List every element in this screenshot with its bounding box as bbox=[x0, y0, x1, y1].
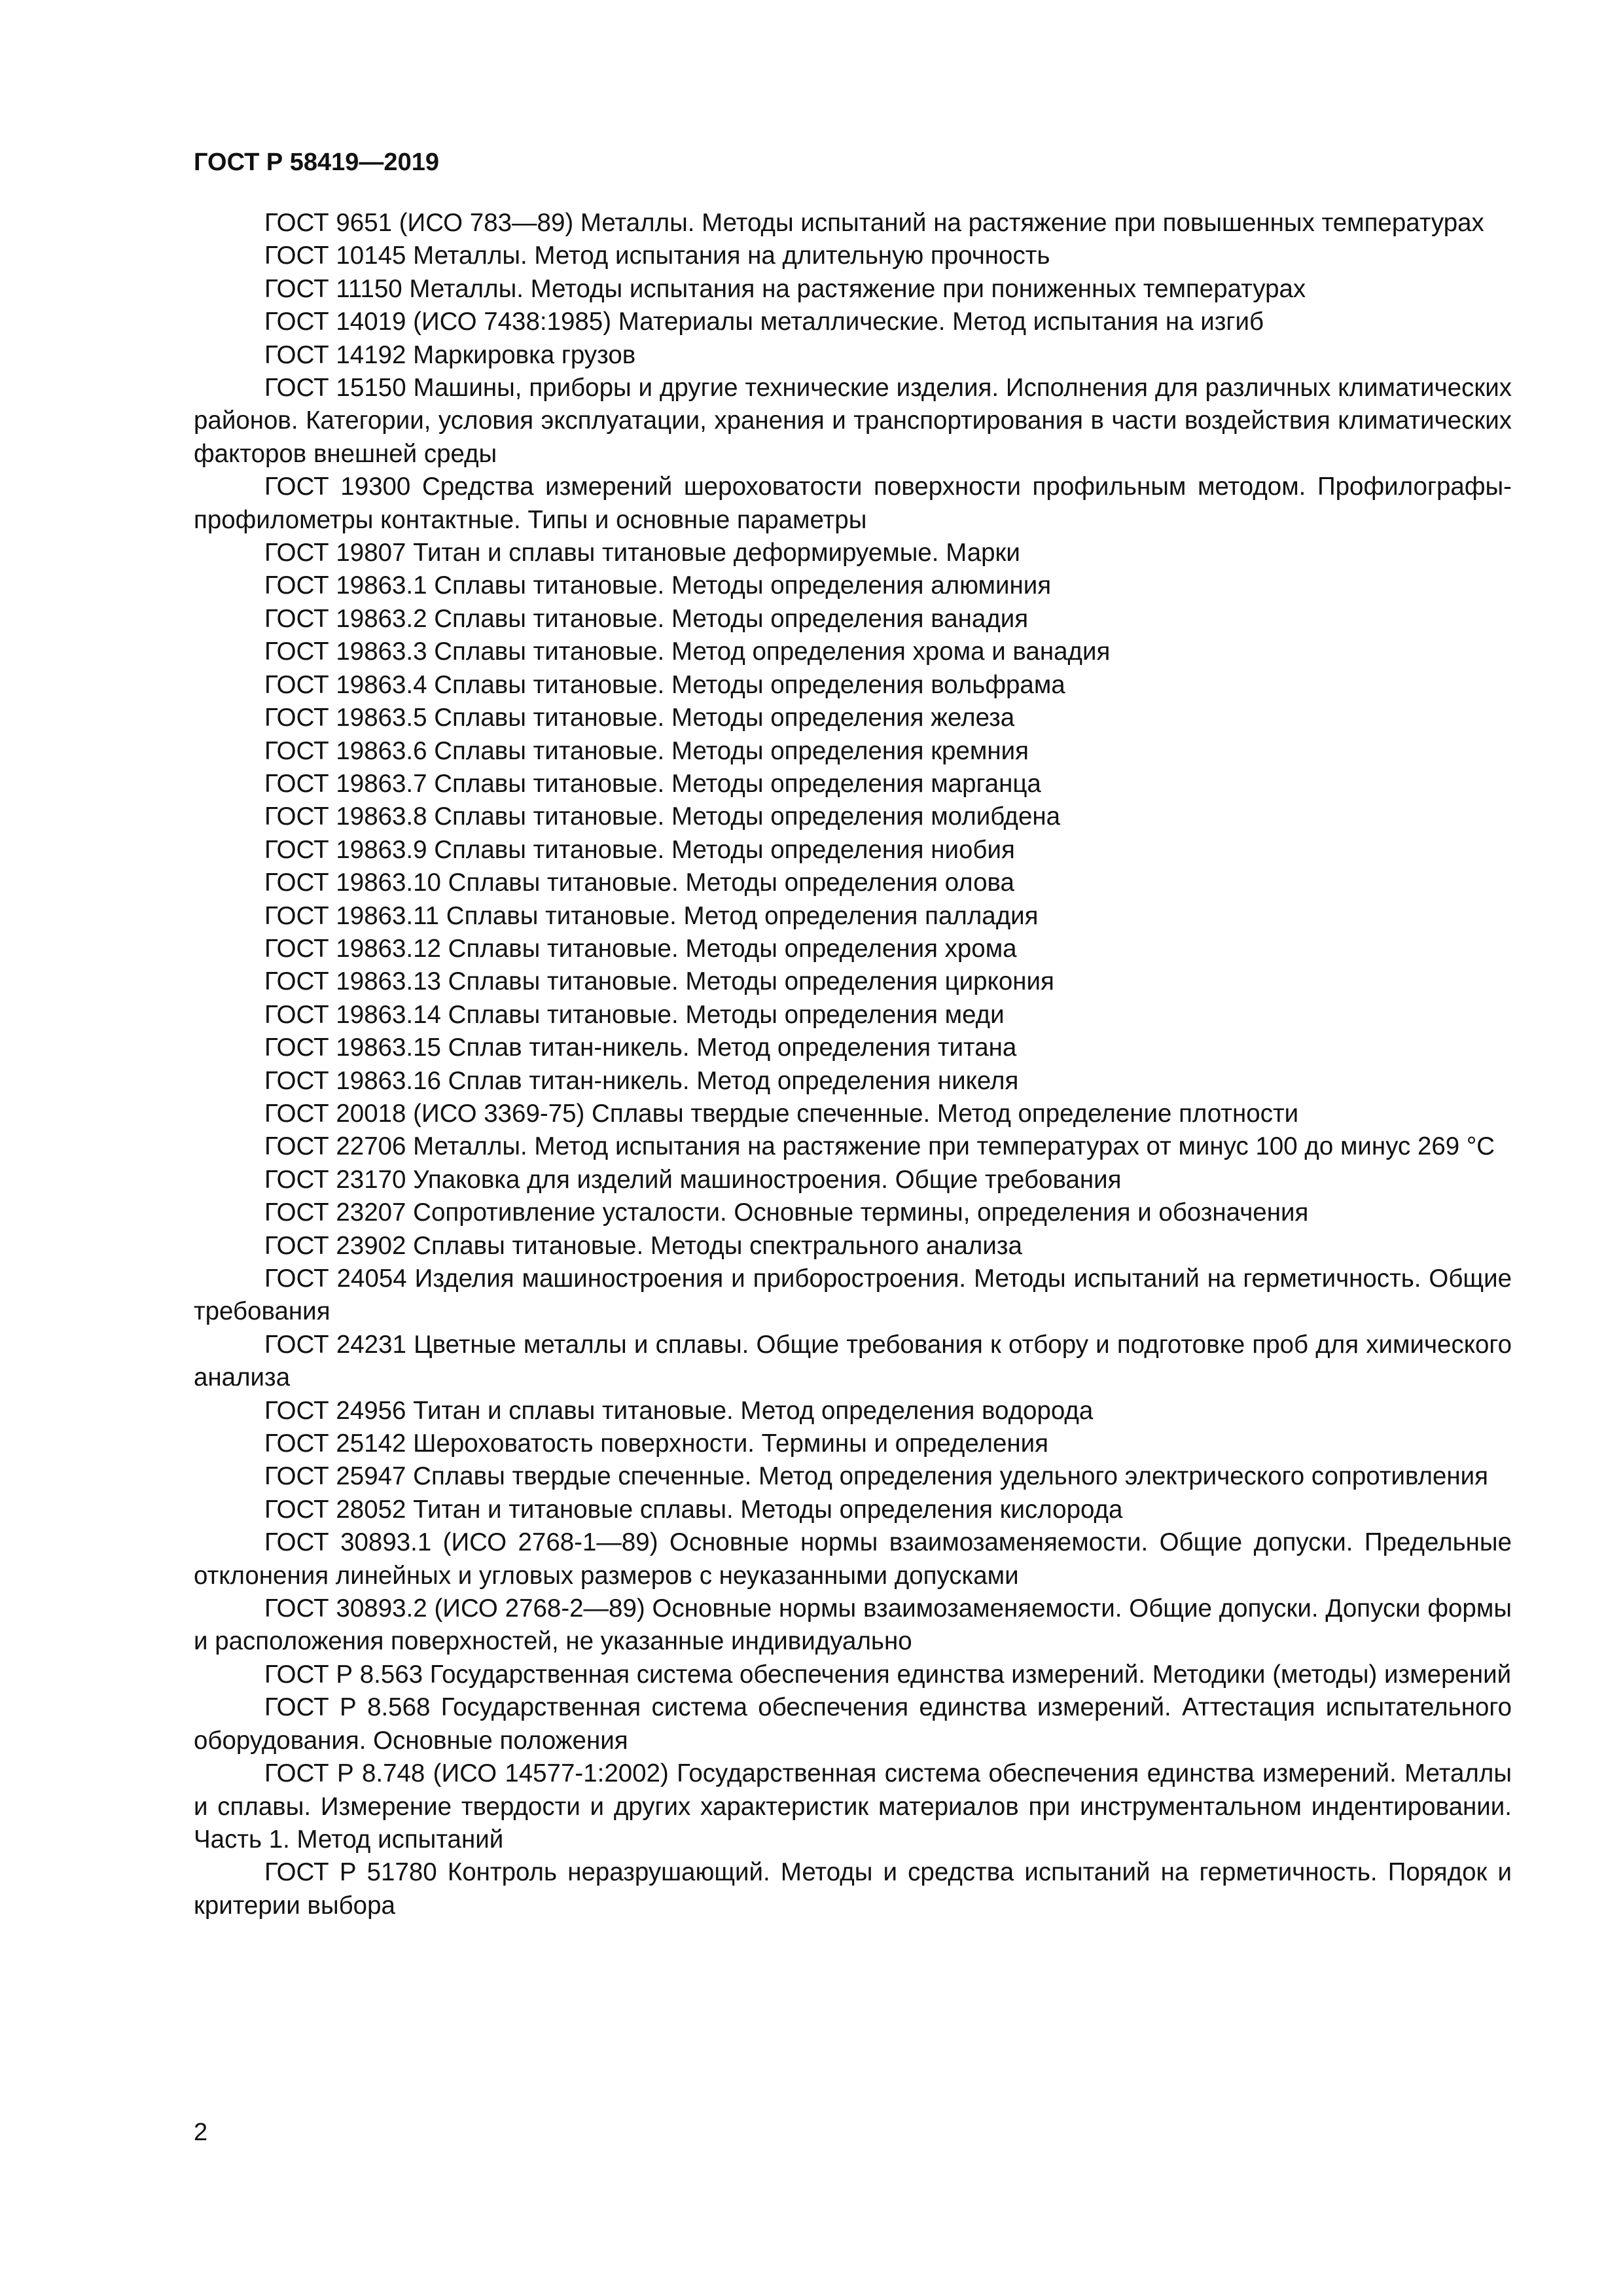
reference-code: ГОСТ 14019 (ИСО 7438:1985) bbox=[264, 308, 612, 336]
reference-entry bbox=[194, 735, 1512, 768]
reference-code: ГОСТ 23902 bbox=[264, 1231, 406, 1260]
reference-title: Государственная система обеспечения единства измерений. Методики (методы) измерений bbox=[429, 1660, 1512, 1689]
reference-code: ГОСТ 14192 bbox=[264, 340, 406, 369]
reference-entry bbox=[194, 768, 1512, 800]
reference-entry bbox=[194, 273, 1512, 306]
reference-code: ГОСТ 19863.14 bbox=[264, 1000, 441, 1029]
reference-entry bbox=[194, 1659, 1512, 1691]
reference-code: ГОСТ 19863.11 bbox=[264, 901, 440, 930]
reference-code: ГОСТ 19863.10 bbox=[264, 869, 441, 897]
reference-title: Сплавы титановые. Метод определения палладия bbox=[446, 901, 1039, 930]
reference-entry bbox=[194, 702, 1512, 734]
reference-entry bbox=[194, 800, 1512, 833]
reference-code: ГОСТ 28052 bbox=[264, 1495, 406, 1524]
reference-code: ГОСТ 11150 bbox=[264, 274, 402, 303]
reference-code: ГОСТ Р 51780 bbox=[264, 1858, 437, 1887]
reference-title: Сплавы титановые. Методы определения молибдена bbox=[434, 802, 1061, 831]
reference-code: ГОСТ 25142 bbox=[264, 1429, 406, 1458]
reference-title: Сплавы титановые. Методы определения ниобия bbox=[434, 835, 1015, 864]
reference-code: ГОСТ 19863.13 bbox=[264, 967, 441, 996]
reference-entry bbox=[194, 1329, 1512, 1395]
reference-code: ГОСТ 9651 (ИСО 783—89) bbox=[264, 209, 574, 237]
reference-code: ГОСТ 19863.4 bbox=[264, 670, 427, 699]
reference-code: ГОСТ 19863.9 bbox=[264, 835, 427, 864]
reference-entry bbox=[194, 900, 1512, 933]
reference-code: ГОСТ 24956 bbox=[264, 1396, 406, 1425]
reference-code: ГОСТ 24231 bbox=[264, 1330, 406, 1359]
reference-title: Государственная система обеспечения единства измерений. Металлы и сплавы. Измерение твердости и других характеристик материалов при инструментальном индентировании. Часть 1. Метод испытаний bbox=[194, 1759, 1512, 1854]
reference-title: Металлы. Методы испытаний на растяжение при повышенных температурах bbox=[580, 209, 1484, 237]
reference-code: ГОСТ 23207 bbox=[264, 1198, 406, 1227]
reference-code: ГОСТ 19863.15 bbox=[264, 1033, 441, 1062]
reference-title: Металлы. Метод испытания на растяжение при температурах от минус 100 до минус 269 °С bbox=[413, 1132, 1495, 1161]
reference-title: Материалы металлические. Метод испытания на изгиб bbox=[618, 308, 1264, 336]
reference-entry bbox=[194, 339, 1512, 372]
reference-code: ГОСТ 15150 bbox=[264, 374, 406, 403]
reference-code: ГОСТ 19863.16 bbox=[264, 1066, 441, 1095]
reference-code: ГОСТ Р 8.568 bbox=[264, 1693, 431, 1722]
reference-title: Основные нормы взаимозаменяемости. Общие допуски. Предельные отклонения линейных и угловых размеров с неуказанными допусками bbox=[194, 1528, 1512, 1590]
reference-entry bbox=[194, 1592, 1512, 1659]
reference-entry bbox=[194, 1196, 1512, 1229]
reference-title: Сплавы титановые. Методы определения марганца bbox=[434, 769, 1041, 798]
reference-entry bbox=[194, 1395, 1512, 1427]
reference-title: Титан и сплавы титановые. Метод определения водорода bbox=[413, 1396, 1094, 1425]
reference-title: Сплавы титановые. Методы определения вольфрама bbox=[434, 670, 1065, 699]
reference-title: Сплавы титановые. Методы определения меди bbox=[448, 1000, 1005, 1029]
reference-title: Сплавы титановые. Метод определения хрома и ванадия bbox=[434, 637, 1111, 666]
reference-title: Сплавы твердые спеченные. Метод определение плотности bbox=[592, 1099, 1299, 1128]
reference-title: Сплав титан-никель. Метод определения никеля bbox=[448, 1066, 1019, 1095]
normative-references-list bbox=[194, 207, 1512, 1922]
reference-title: Упаковка для изделий машиностроения. Общие требования bbox=[413, 1165, 1122, 1194]
reference-title: Металлы. Методы испытания на растяжение при пониженных температурах bbox=[409, 274, 1306, 303]
reference-title: Сплавы титановые. Методы определения олова bbox=[448, 869, 1014, 897]
reference-code: ГОСТ 19863.3 bbox=[264, 637, 427, 666]
reference-entry bbox=[194, 1031, 1512, 1064]
reference-code: ГОСТ 19863.7 bbox=[264, 769, 427, 798]
reference-code: ГОСТ 19863.5 bbox=[264, 704, 427, 732]
reference-entry bbox=[194, 1460, 1512, 1493]
reference-code: ГОСТ 19863.8 bbox=[264, 802, 427, 831]
reference-code: ГОСТ 30893.2 (ИСО 2768-2—89) bbox=[264, 1594, 645, 1623]
reference-title: Сплавы титановые. Методы спектрального анализа bbox=[413, 1231, 1022, 1260]
reference-entry bbox=[194, 240, 1512, 272]
reference-entry bbox=[194, 1263, 1512, 1329]
reference-title: Сплавы титановые. Методы определения алюминия bbox=[434, 571, 1052, 600]
reference-entry bbox=[194, 669, 1512, 702]
document-page bbox=[194, 148, 1512, 1922]
reference-code: ГОСТ 22706 bbox=[264, 1132, 406, 1161]
reference-title: Металлы. Метод испытания на длительную прочность bbox=[413, 242, 1050, 270]
reference-title: Сплавы титановые. Методы определения циркония bbox=[448, 967, 1054, 996]
reference-entry bbox=[194, 965, 1512, 998]
reference-entry bbox=[194, 372, 1512, 471]
reference-entry bbox=[194, 867, 1512, 899]
reference-title: Сопротивление усталости. Основные термины, определения и обозначения bbox=[413, 1198, 1309, 1227]
reference-title: Титан и титановые сплавы. Методы определения кислорода bbox=[413, 1495, 1123, 1524]
reference-code: ГОСТ 19863.1 bbox=[264, 571, 427, 600]
document-header: ГОСТ Р 58419—2019 bbox=[194, 149, 439, 176]
reference-entry bbox=[194, 1098, 1512, 1130]
reference-title: Титан и сплавы титановые деформируемые. Марки bbox=[413, 539, 1020, 567]
reference-code: ГОСТ 30893.1 (ИСО 2768-1—89) bbox=[264, 1528, 658, 1557]
reference-title: Основные нормы взаимозаменяемости. Общие допуски. Допуски формы и расположения поверхностей, не указанные индивидуально bbox=[194, 1594, 1512, 1656]
reference-code: ГОСТ 19807 bbox=[264, 539, 406, 567]
reference-entry bbox=[194, 933, 1512, 965]
reference-title: Сплавы титановые. Методы определения железа bbox=[434, 704, 1015, 732]
reference-code: ГОСТ 19863.6 bbox=[264, 736, 427, 765]
reference-entry bbox=[194, 1164, 1512, 1196]
reference-entry bbox=[194, 1856, 1512, 1922]
reference-entry bbox=[194, 1230, 1512, 1263]
reference-code: ГОСТ Р 8.748 (ИСО 14577-1:2002) bbox=[264, 1759, 669, 1788]
reference-title: Контроль неразрушающий. Методы и средства испытаний на герметичность. Порядок и критерии выбора bbox=[194, 1858, 1512, 1920]
reference-entry bbox=[194, 537, 1512, 569]
reference-code: ГОСТ 24054 bbox=[264, 1265, 407, 1293]
reference-entry bbox=[194, 999, 1512, 1031]
reference-title: Сплавы титановые. Методы определения кремния bbox=[434, 736, 1029, 765]
reference-entry bbox=[194, 471, 1512, 537]
reference-entry bbox=[194, 603, 1512, 636]
reference-title: Государственная система обеспечения единства измерений. Аттестация испытательного оборудования. Основные положения bbox=[194, 1693, 1512, 1755]
reference-title: Сплавы титановые. Методы определения хрома bbox=[448, 934, 1017, 963]
reference-code: ГОСТ 19863.2 bbox=[264, 604, 427, 633]
reference-title: Изделия машиностроения и приборостроения. Методы испытаний на герметичность. Общие требования bbox=[194, 1265, 1512, 1326]
reference-title: Цветные металлы и сплавы. Общие требования к отбору и подготовке проб для химического анализа bbox=[194, 1330, 1512, 1392]
reference-title: Сплавы твердые спеченные. Метод определения удельного электрического сопротивления bbox=[413, 1462, 1489, 1491]
reference-entry bbox=[194, 1757, 1512, 1856]
reference-entry bbox=[194, 834, 1512, 867]
reference-entry bbox=[194, 1130, 1512, 1163]
reference-code: ГОСТ 23170 bbox=[264, 1165, 406, 1194]
reference-entry bbox=[194, 1526, 1512, 1592]
reference-code: ГОСТ 19863.12 bbox=[264, 934, 441, 963]
reference-code: ГОСТ 20018 (ИСО 3369-75) bbox=[264, 1099, 585, 1128]
reference-code: ГОСТ 25947 bbox=[264, 1462, 406, 1491]
reference-code: ГОСТ 19300 bbox=[264, 473, 411, 501]
reference-entry bbox=[194, 1494, 1512, 1526]
reference-title: Средства измерений шероховатости поверхности профильным методом. Профилографы-профилометры контактные. Типы и основные параметры bbox=[194, 473, 1512, 534]
reference-code: ГОСТ Р 8.563 bbox=[264, 1660, 423, 1689]
reference-code: ГОСТ 10145 bbox=[264, 242, 406, 270]
reference-entry bbox=[194, 569, 1512, 602]
reference-entry bbox=[194, 1427, 1512, 1460]
reference-entry bbox=[194, 636, 1512, 668]
reference-entry bbox=[194, 306, 1512, 338]
reference-title: Шероховатость поверхности. Термины и определения bbox=[413, 1429, 1048, 1458]
reference-entry bbox=[194, 207, 1512, 240]
reference-entry bbox=[194, 1065, 1512, 1098]
reference-title: Маркировка грузов bbox=[413, 340, 636, 369]
reference-title: Сплав титан-никель. Метод определения титана bbox=[448, 1033, 1017, 1062]
reference-entry bbox=[194, 1691, 1512, 1757]
reference-title: Сплавы титановые. Методы определения ванадия bbox=[434, 604, 1029, 633]
page-number: 2 bbox=[194, 2119, 208, 2146]
reference-title: Машины, приборы и другие технические изделия. Исполнения для различных климатических районов. Категории, условия эксплуатации, хранения и транспортирования в части воздействия климатических факторов внешней среды bbox=[194, 374, 1512, 468]
